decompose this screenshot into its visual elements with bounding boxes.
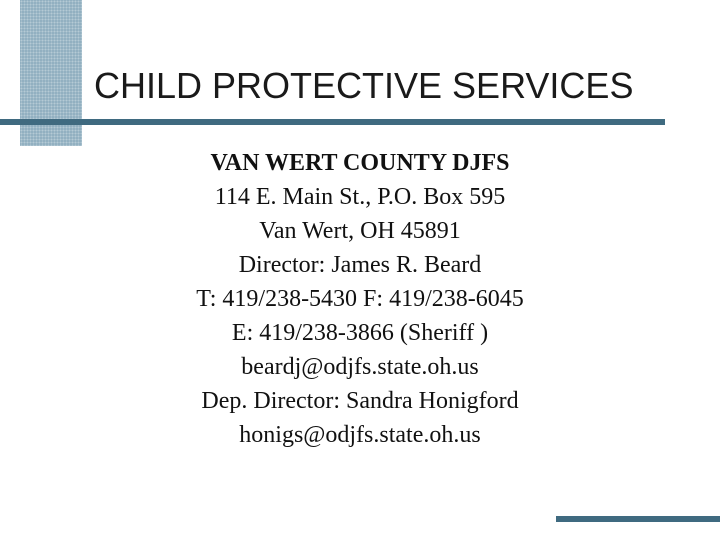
director-name: Director: James R. Beard [238, 252, 482, 278]
deputy-director-email: honigs@odjfs.state.oh.us [239, 422, 481, 448]
agency-name: VAN WERT COUNTY DJFS [210, 150, 510, 176]
contact-block [100, 146, 620, 452]
footer-accent-rule [556, 516, 720, 522]
emergency-phone: E: 419/238-3866 (Sheriff ) [231, 320, 489, 346]
phone-fax: T: 419/238-5430 F: 419/238-6045 [196, 286, 524, 312]
director-email: beardj@odjfs.state.oh.us [241, 354, 479, 380]
slide-title: CHILD PROTECTIVE SERVICES [94, 65, 634, 106]
city-state-zip: Van Wert, OH 45891 [259, 218, 461, 244]
title-underline-rule [0, 119, 665, 125]
deputy-director-name: Dep. Director: Sandra Honigford [201, 388, 519, 414]
street-address: 114 E. Main St., P.O. Box 595 [214, 184, 506, 210]
